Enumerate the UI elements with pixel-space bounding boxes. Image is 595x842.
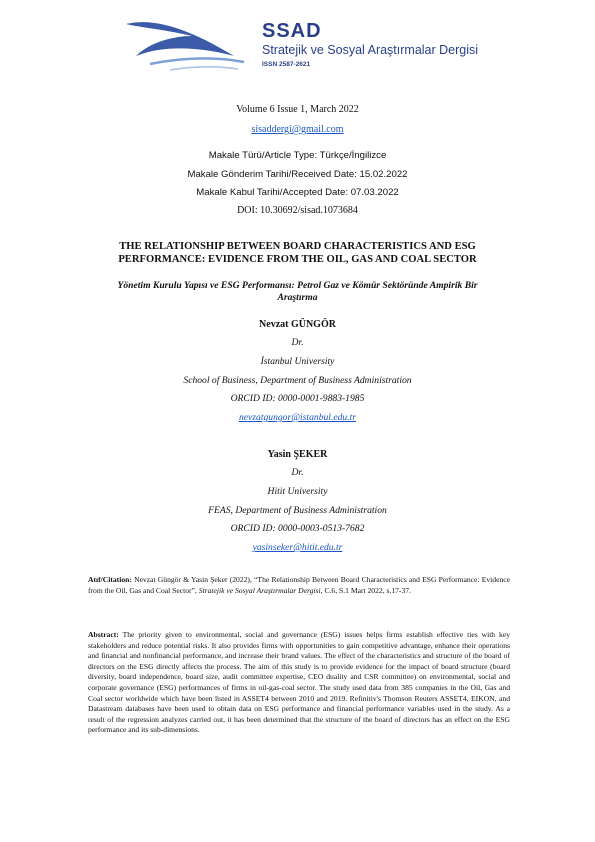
author-orcid: ORCID ID: 0000-0003-0513-7682 <box>230 523 365 534</box>
journal-brand <box>262 20 478 70</box>
article-title <box>70 240 525 266</box>
journal-issn: ISSN 2587-2621 <box>262 61 311 68</box>
abstract-text: The priority given to environmental, social and governance (ESG) issues helps firms establish effective ties with key stakeholders and reduce potential risks. It also provides firms with opportunities to gain competitive advantage, enhance their operations and financial and nonfinancial performance, and increase their brand values. The effect of the characteristics and structure of the board of directors on the ESG directly affects the process. The aim of this study is to provide evidence for the impact of board structure (board diversity, board independence, board size, audit committee expertise, CEO duality and CSR committee) on environmental, social and corporate governance (ESG) performances of firms in oil-gas-coal sector. The study used data from 385 companies in the Oil, Gas and Coal sector worldwide which have been listed in ASSET4 between 2010 and 2019. Refinitiv's Thomson Reuters ASSET4, EIKON, and Datastream databases have been used to obtain data on ESG performance and financial performance variables used in the study. As a result of the regression analyzes carried out, it has been determined that the structure of the board of directors has an effect on the ESG performance and its sub-dimensions. <box>88 630 511 735</box>
author-email-link[interactable]: nevzatgungor@istanbul.edu.tr <box>238 412 357 423</box>
author-university: Hitit University <box>267 486 328 497</box>
author-name: Yasin ŞEKER <box>267 449 328 460</box>
article-subtitle <box>100 280 495 304</box>
article-type: Makale Türü/Article Type: Türkçe/İngilizce <box>208 150 387 161</box>
subtitle-line: Araştırma <box>277 292 318 303</box>
volume-info: Volume 6 Issue 1, March 2022 <box>236 104 359 115</box>
subtitle-line: Yönetim Kurulu Yapısı ve ESG Performansı: Petrol Gaz ve Kömür Sektöründe Ampirik Bir <box>117 280 478 291</box>
title-line: THE RELATIONSHIP BETWEEN BOARD CHARACTERISTICS AND ESG <box>119 241 476 252</box>
quill-pen-icon <box>120 12 250 74</box>
author-title: Dr. <box>291 337 304 348</box>
author-email-link[interactable]: yasinseker@hitit.edu.tr <box>252 542 343 553</box>
author-university: İstanbul University <box>260 356 335 367</box>
citation-label: Atıf/Citation: <box>88 575 132 584</box>
author-orcid: ORCID ID: 0000-0001-9883-1985 <box>230 393 365 404</box>
citation-block <box>88 575 510 596</box>
author-department: School of Business, Department of Business Administration <box>183 375 412 386</box>
author-name: Nevzat GÜNGÖR <box>259 319 336 330</box>
doi: DOI: 10.30692/sisad.1073684 <box>237 205 358 216</box>
citation-text: Nevzat Güngör & Yasin Şeker (2022), “The Relationship Between Board Characteristics and ESG Performance: Evidence from the Oil, Gas and Coal Sector”, <box>88 575 510 595</box>
accepted-date: Makale Kabul Tarihi/Accepted Date: 07.03.2022 <box>196 187 399 198</box>
journal-full-name: Stratejik ve Sosyal Araştırmalar Dergisi <box>262 43 479 57</box>
citation-issue: C.6, S.1 Mart 2022, s.17-37. <box>324 585 411 595</box>
citation-journal: Stratejik ve Sosyal Araştırmalar Dergisi, <box>198 585 323 595</box>
author-title: Dr. <box>291 467 304 478</box>
abstract-label: Abstract: <box>88 630 119 639</box>
author-department: FEAS, Department of Business Administration <box>208 505 387 516</box>
journal-email-link[interactable]: sisaddergi@gmail.com <box>251 124 344 135</box>
received-date: Makale Gönderim Tarihi/Received Date: 15.02.2022 <box>187 169 408 180</box>
abstract-block <box>88 630 510 736</box>
title-line: PERFORMANCE: EVIDENCE FROM THE OIL, GAS AND COAL SECTOR <box>118 254 477 265</box>
journal-acronym: SSAD <box>262 20 322 42</box>
